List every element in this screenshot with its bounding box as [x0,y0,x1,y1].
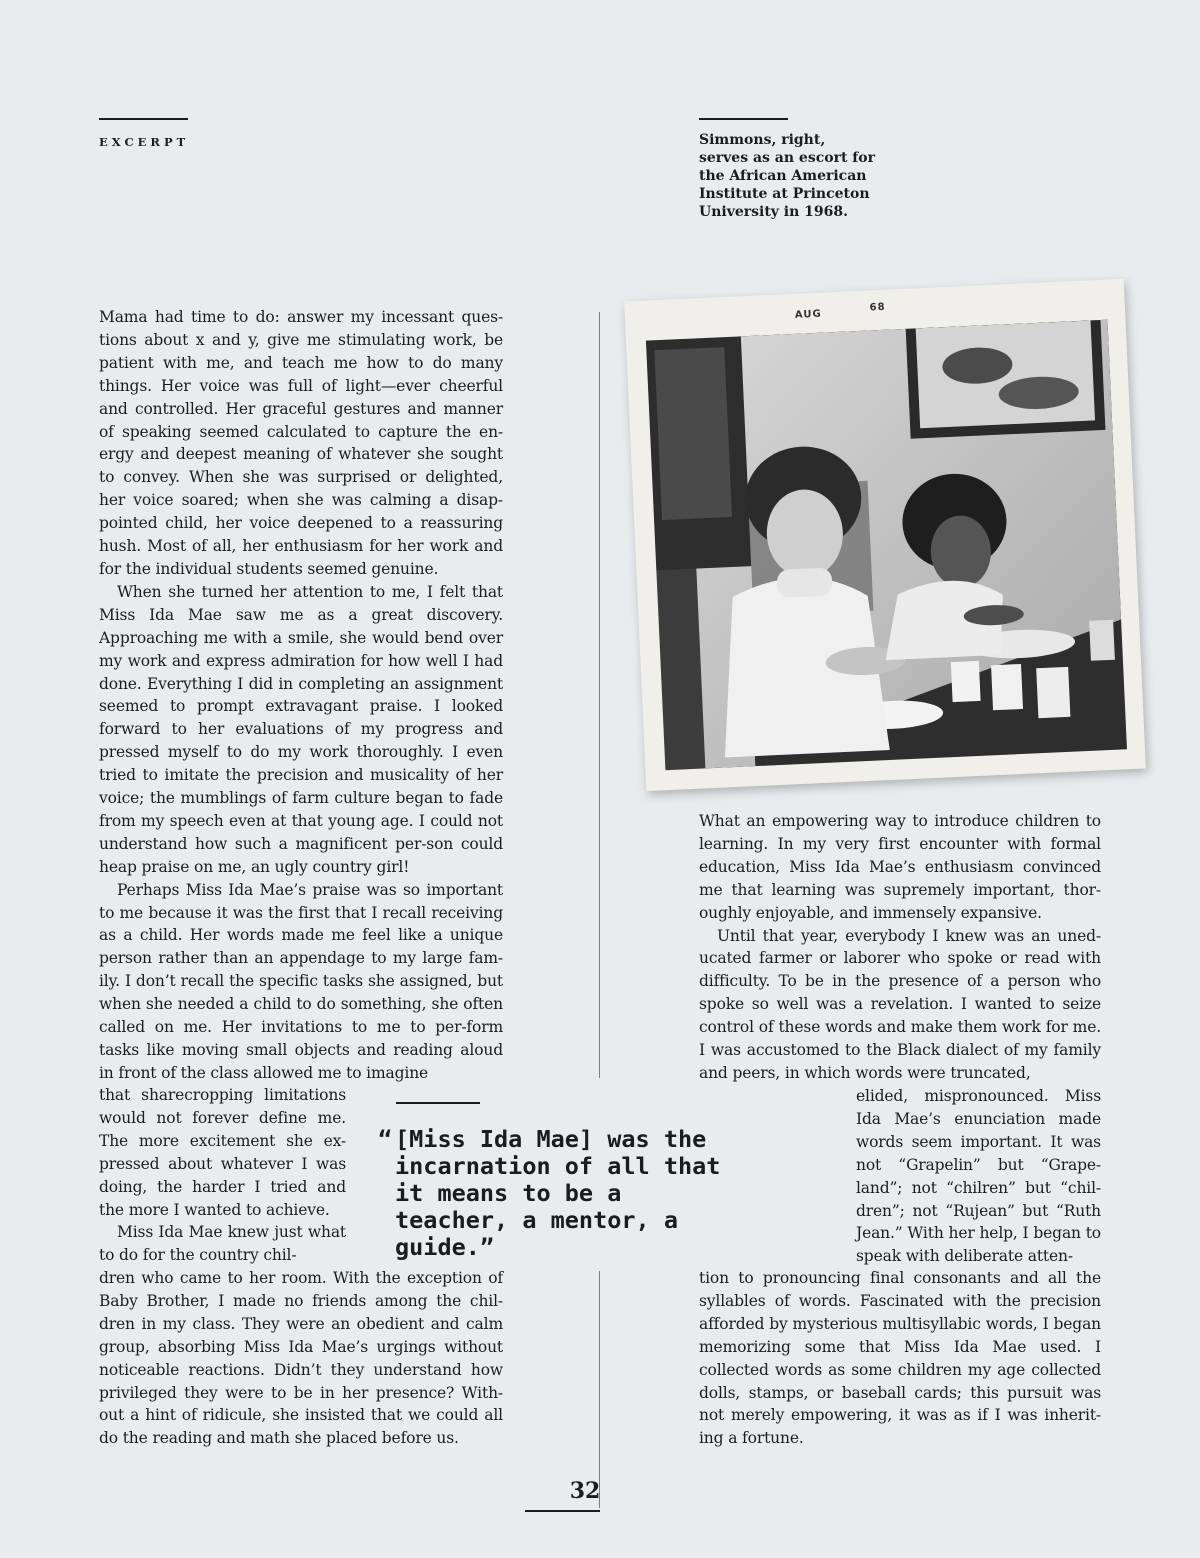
body-paragraph: When she turned her attention to me, I felt that Miss Ida Mae saw me as a great discovery. Approaching me with a smile, she would bend over my work and express admiration for how well I had done. Everything I did in completing an assignment seemed to prompt extravagant praise. I looked forward to her evaluations of my progress and pressed myself to do my work thoroughly. I even tried to imitate the precision and musicality of her voice; the mumblings of farm culture began to fade from my speech even at that young age. I could not understand how such a magnificent per-son could heap praise on me, an ugly country girl! [99,582,503,876]
right-column [699,810,1101,1085]
photo-illustration [646,320,1127,771]
column-divider-bottom [599,1271,600,1508]
body-paragraph: What an empowering way to introduce children to learning. In my very first encounter with formal education, Miss Ida Mae’s enthusiasm convinced me that learning was supremely important, thor-oughly enjoyable, and immensely expansive. [699,812,1101,922]
photo-caption: Simmons, right, serves as an escort for the African American Institute at Princeton University in 1968. [699,132,876,220]
body-paragraph: Until that year, everybody I knew was an uned-ucated farmer or laborer who spoke or read with difficulty. To be in the presence of a person who spoke so well was a revelation. I wanted to seize control of these words and make them work for me. I was accustomed to the Black dialect of my family and peers, in which words were truncated, [699,926,1101,1082]
right-column-bottom [699,1267,1101,1450]
page-number: 32 [569,1478,601,1504]
body-paragraph: dren who came to her room. With the exception of Baby Brother, I made no friends among the chil-dren in my class. They were an obedient and calm group, absorbing Miss Ida Mae’s urgings without noticeable reactions. Didn’t they understand how privileged they were to be in her presence? With-out a hint of ridicule, she insisted that we could all do the reading and math she placed before us. [99,1269,503,1448]
body-paragraph: that sharecropping limitations would not forever define me. The more excitement she ex-pressed about whatever I was doing, the harder I tried and the more I wanted to achieve. [99,1086,346,1219]
body-paragraph: Perhaps Miss Ida Mae’s praise was so important to me because it was the first that I recall receiving as a child. Her words made me feel like a unique person rather than an appendage to my large fam-ily. I don’t recall the specific tasks she assigned, but when she needed a child to do something, she often called on me. Her invitations to me to per-form tasks like moving small objects and reading aloud in front of the class allowed me to imagine [99,880,503,1082]
body-paragraph: elided, mispronounced. Miss Ida Mae’s enunciation made words seem important. It was not “Grapelin” but “Grape-land”; not “chilren” but “chil-dren”; not “Rujean” but “Ruth Jean.” With her help, I began to speak with deliberate atten- [856,1087,1101,1266]
left-column-bottom [99,1267,503,1450]
body-paragraph: Mama had time to do: answer my incessant ques-tions about x and y, give me stimulating work, be patient with me, and teach me how to do many things. Her voice was full of light—ever cheerful and controlled. Her graceful gestures and manner of speaking seemed calculated to capture the en-ergy and deepest meaning of whatever she sought to convey. When she was surprised or delighted, her voice soared; when she was calming a disap-pointed child, her voice deepened to a reassuring hush. Most of all, her enthusiasm for her work and for the individual students seemed genuine. [99,308,503,578]
footer-rule [525,1510,600,1512]
column-divider-top [599,312,600,1078]
header-rule-left [99,118,188,120]
right-column-narrow [856,1085,1101,1268]
header-rule-right [699,118,788,120]
pull-quote-open-mark: “ [378,1125,393,1153]
photo-stamp-month: AUG [794,308,822,321]
left-column [99,306,503,1085]
section-label: EXCERPT [99,135,190,149]
pull-quote-text: [Miss Ida Mae] was the incarnation of all that it means to be a teacher, a mentor, a guide.” [395,1125,721,1261]
pull-quote-rule [396,1102,480,1104]
body-paragraph: Miss Ida Mae knew just what to do for the country chil- [99,1223,346,1265]
photo-stamp-year: 68 [869,301,886,314]
archival-photo [624,279,1146,791]
photo-image [646,320,1127,771]
body-paragraph: tion to pronouncing final consonants and all the syllables of words. Fascinated with the precision afforded by mysterious multisyllabic words, I began memorizing some that Miss Ida Mae used. I collected words as some children my age collected dolls, stamps, or baseball cards; this pursuit was not merely empowering, it was as if I was inherit-ing a fortune. [699,1269,1101,1448]
left-column-narrow [99,1084,346,1267]
